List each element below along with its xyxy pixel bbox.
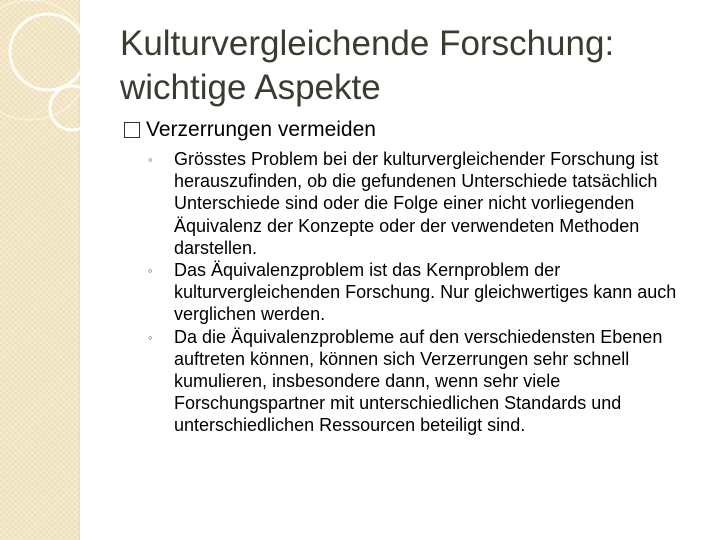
slide-title	[120, 22, 700, 110]
list-item-text: Da die Äquivalenzprobleme auf den verschiedensten Ebenen auftreten können, können sich Verzerrungen sehr schnell kumulieren, insbesondere dann, wenn sehr viele Forschungspartner mit unterschiedlichen Standards und unterschiedlichen Ressourcen beteiligt sind.	[174, 326, 663, 436]
title-line-2: wichtige Aspekte	[120, 68, 381, 107]
title-line-1: Kulturvergleichende Forschung:	[120, 24, 615, 63]
checkbox-icon	[124, 122, 140, 138]
list-item	[148, 259, 704, 326]
bullet-icon: ◦	[148, 152, 153, 167]
slide-body	[124, 118, 704, 437]
bullet-icon: ◦	[148, 329, 153, 345]
level1-text: Verzerrungen vermeiden	[146, 118, 376, 141]
decorative-circles-icon	[0, 0, 130, 140]
list-item-text: Das Äquivalenzproblem ist das Kernproblem der kulturvergleichenden Forschung. Nur gleichwertiges kann auch verglichen werden.	[174, 260, 677, 325]
list-item	[148, 326, 704, 437]
level2-list	[148, 148, 704, 437]
level1-item	[124, 118, 704, 142]
list-item	[148, 148, 704, 259]
bullet-icon: ◦	[148, 263, 153, 279]
list-item-text: Grösstes Problem bei der kulturvergleichender Forschung ist herauszufinden, ob die gefundenen Unterschiede tatsächlich Unterschiede sind oder die Folge einer nicht vorliegenden Äquivalenz der Konzepte oder der verwendeten Methoden darstellen.	[174, 149, 659, 258]
